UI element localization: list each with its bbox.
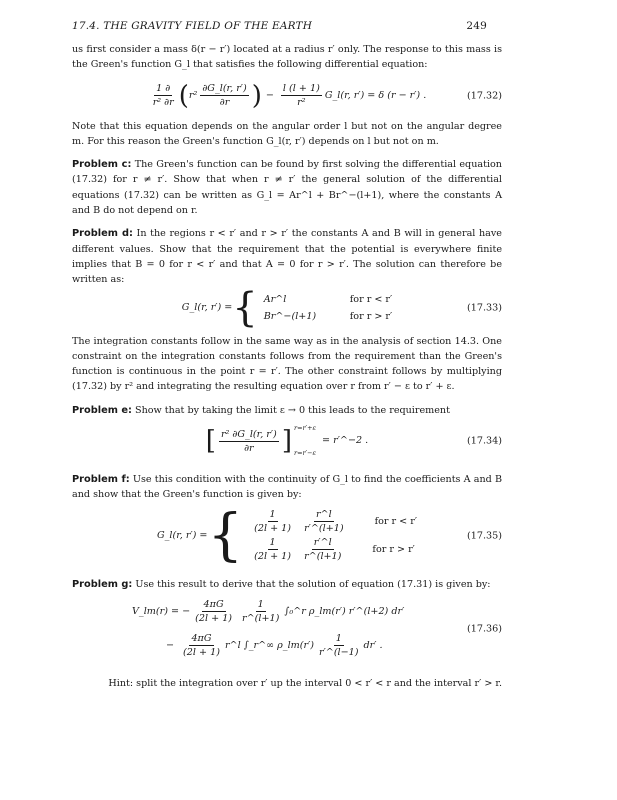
bracket-close: ] — [281, 426, 292, 457]
fraction-numerator: 1 — [257, 599, 264, 611]
fraction-numerator: r^l — [315, 508, 332, 520]
section-title: 17.4. THE GRAVITY FIELD OF THE EARTH — [72, 20, 313, 32]
eq-fraction — [302, 536, 343, 563]
equation-17-34 — [72, 418, 502, 464]
evaluation-limits — [294, 421, 316, 461]
eq-fraction — [151, 82, 176, 109]
equation-17-32 — [72, 73, 502, 119]
paren-open: ( — [178, 80, 189, 111]
eq-term: G_l(r, r′) = — [156, 529, 208, 541]
eq-fraction — [240, 598, 281, 625]
equation-number: (17.33) — [467, 301, 502, 313]
case-row — [264, 308, 392, 325]
eq-cases — [249, 508, 417, 564]
fraction-denominator: r² ∂r — [152, 97, 174, 109]
problem-label: Problem f: — [72, 474, 130, 486]
fraction-denominator: r² — [297, 97, 306, 109]
eq-term: r^l ∫_r^∞ ρ_lm(r′) — [224, 640, 315, 652]
eq-term: G_l(r, r′) = — [181, 301, 233, 313]
fraction-denominator: r′^(l−1) — [319, 647, 359, 659]
eq-fraction — [181, 632, 222, 659]
problem-text: The Green's function can be found by first solving the differential equation (17.32) for r ≠ r′. Show that when r ≠ r′ the general solution of the differential equations (17.32) can be written as G_l = Ar^l + Br^−(l+1), where the constants A and B do not depend on r. — [72, 159, 502, 217]
fraction-denominator: ∂r — [219, 97, 230, 109]
eq-fraction — [317, 632, 361, 659]
upper-limit: r=r′+ε — [293, 424, 317, 433]
eq-fraction — [302, 508, 346, 535]
problem-label: Problem d: — [72, 228, 133, 240]
minus-sign: − — [166, 640, 175, 652]
equation-17-35 — [72, 503, 502, 569]
fraction-numerator: 1 ∂ — [156, 83, 171, 95]
case-expression: Br^−(l+1) — [263, 310, 317, 322]
minus-sign: − — [265, 89, 274, 101]
left-brace: { — [207, 502, 244, 568]
eq-fraction — [200, 82, 248, 109]
case-row — [249, 508, 417, 536]
intro-paragraph: us first consider a mass δ(r − r′) located at a radius r′ only. The response to this mass is the Green's function G_l that satisfies the following differential equation: — [72, 44, 502, 71]
fraction-denominator: r′^(l+1) — [304, 522, 344, 534]
fraction-denominator: (2l + 1) — [254, 550, 292, 562]
case-row — [264, 291, 392, 308]
problem-label: Problem g: — [72, 578, 133, 590]
eq-term: = r′^−2 . — [322, 435, 369, 447]
equation-17-33 — [72, 284, 502, 331]
problem-c — [72, 157, 502, 218]
note-paragraph: Note that this equation depends on the angular order l but not on the angular degree m. For this reason the Green's function G_l(r, r′) depends on l but not on m. — [72, 120, 502, 147]
eq-term: dr′ . — [363, 640, 383, 652]
problem-text: In the regions r < r′ and r > r′ the constants A and B will in general have different values. Show that the requirement that the potential is everywhere finite implies that B = 0 for r < r′ and that A = 0 for r > r′. The solution can therefore be written as: — [72, 228, 502, 286]
equation-number: (17.36) — [467, 623, 502, 635]
eq-fraction — [252, 508, 293, 535]
case-expression — [249, 508, 348, 536]
fraction-denominator: (2l + 1) — [195, 613, 233, 625]
eq-fraction — [193, 598, 234, 625]
case-condition: for r > r′ — [372, 543, 415, 555]
fraction-numerator: 1 — [335, 633, 342, 645]
eq-fraction — [219, 428, 279, 455]
equation-number: (17.34) — [467, 435, 502, 447]
fraction-numerator: l (l + 1) — [282, 83, 320, 95]
hint-paragraph: Hint: split the integration over r′ up the interval 0 < r′ < r and the interval r′ > r. — [108, 677, 502, 689]
fraction-denominator: ∂r — [244, 442, 254, 454]
fraction-denominator: (2l + 1) — [254, 522, 292, 534]
eq-fraction — [252, 536, 293, 563]
eq-term: V_lm(r) = − — [132, 606, 191, 618]
case-condition: for r < r′ — [349, 293, 393, 305]
fraction-numerator: 4πG — [203, 599, 224, 611]
running-header — [72, 20, 487, 32]
eq-term: ∫₀^r ρ_lm(r′) r′^(l+2) dr′ — [284, 606, 405, 618]
eq-cases — [264, 291, 392, 325]
eq-fraction — [281, 82, 322, 109]
eq-term: G_l(r, r′) = δ (r − r′) . — [324, 89, 427, 101]
left-brace: { — [232, 284, 258, 331]
problem-text: Use this condition with the continuity of G_l to find the coefficients A and B and show that the Green's function is given by: — [72, 474, 502, 501]
paren-close: ) — [251, 80, 262, 111]
fraction-numerator: 1 — [269, 508, 276, 520]
fraction-denominator: r^(l+1) — [304, 550, 342, 562]
problem-text: Use this result to derive that the solution of equation (17.31) is given by: — [135, 578, 491, 590]
case-condition: for r < r′ — [374, 515, 418, 527]
equation-number: (17.32) — [467, 89, 502, 101]
fraction-denominator: (2l + 1) — [183, 647, 220, 659]
problem-d — [72, 226, 502, 287]
fraction-numerator: 4πG — [191, 633, 212, 645]
fraction-numerator: r² ∂G_l(r, r′) — [220, 428, 277, 440]
case-expression: Ar^l — [263, 293, 287, 305]
problem-label: Problem c: — [72, 159, 132, 171]
equation-number: (17.35) — [467, 529, 502, 541]
eq-term: r² — [188, 89, 198, 101]
lower-limit: r=r′−ε — [293, 448, 317, 457]
eq-line-1 — [132, 595, 404, 629]
problem-e — [72, 403, 502, 418]
equation-17-36 — [72, 592, 502, 666]
eq-line-2 — [132, 629, 383, 663]
fraction-denominator: r^(l+1) — [242, 613, 280, 625]
problem-g — [72, 577, 502, 592]
problem-f — [72, 472, 502, 503]
fraction-numerator: ∂G_l(r, r′) — [202, 83, 247, 95]
case-row — [249, 536, 417, 564]
page-number: 249 — [466, 20, 487, 32]
fraction-numerator: r′^l — [313, 536, 332, 548]
case-condition: for r > r′ — [349, 310, 393, 322]
problem-label: Problem e: — [72, 404, 132, 416]
bracket-open: [ — [205, 426, 216, 457]
fraction-numerator: 1 — [269, 536, 276, 548]
case-expression — [249, 536, 346, 564]
integration-paragraph: The integration constants follow in the same way as in the analysis of section 14.3. One constraint on the integration constants follows from the requirement than the Green's function is continuous in the point r = r′. The other constraint follows by multiplying (17.32) by r² and integrating the resulting equation over r from r′ − ε to r′ + ε. — [72, 335, 502, 393]
problem-text: Show that by taking the limit ε → 0 this leads to the requirement — [135, 404, 450, 416]
page-body — [72, 42, 502, 691]
